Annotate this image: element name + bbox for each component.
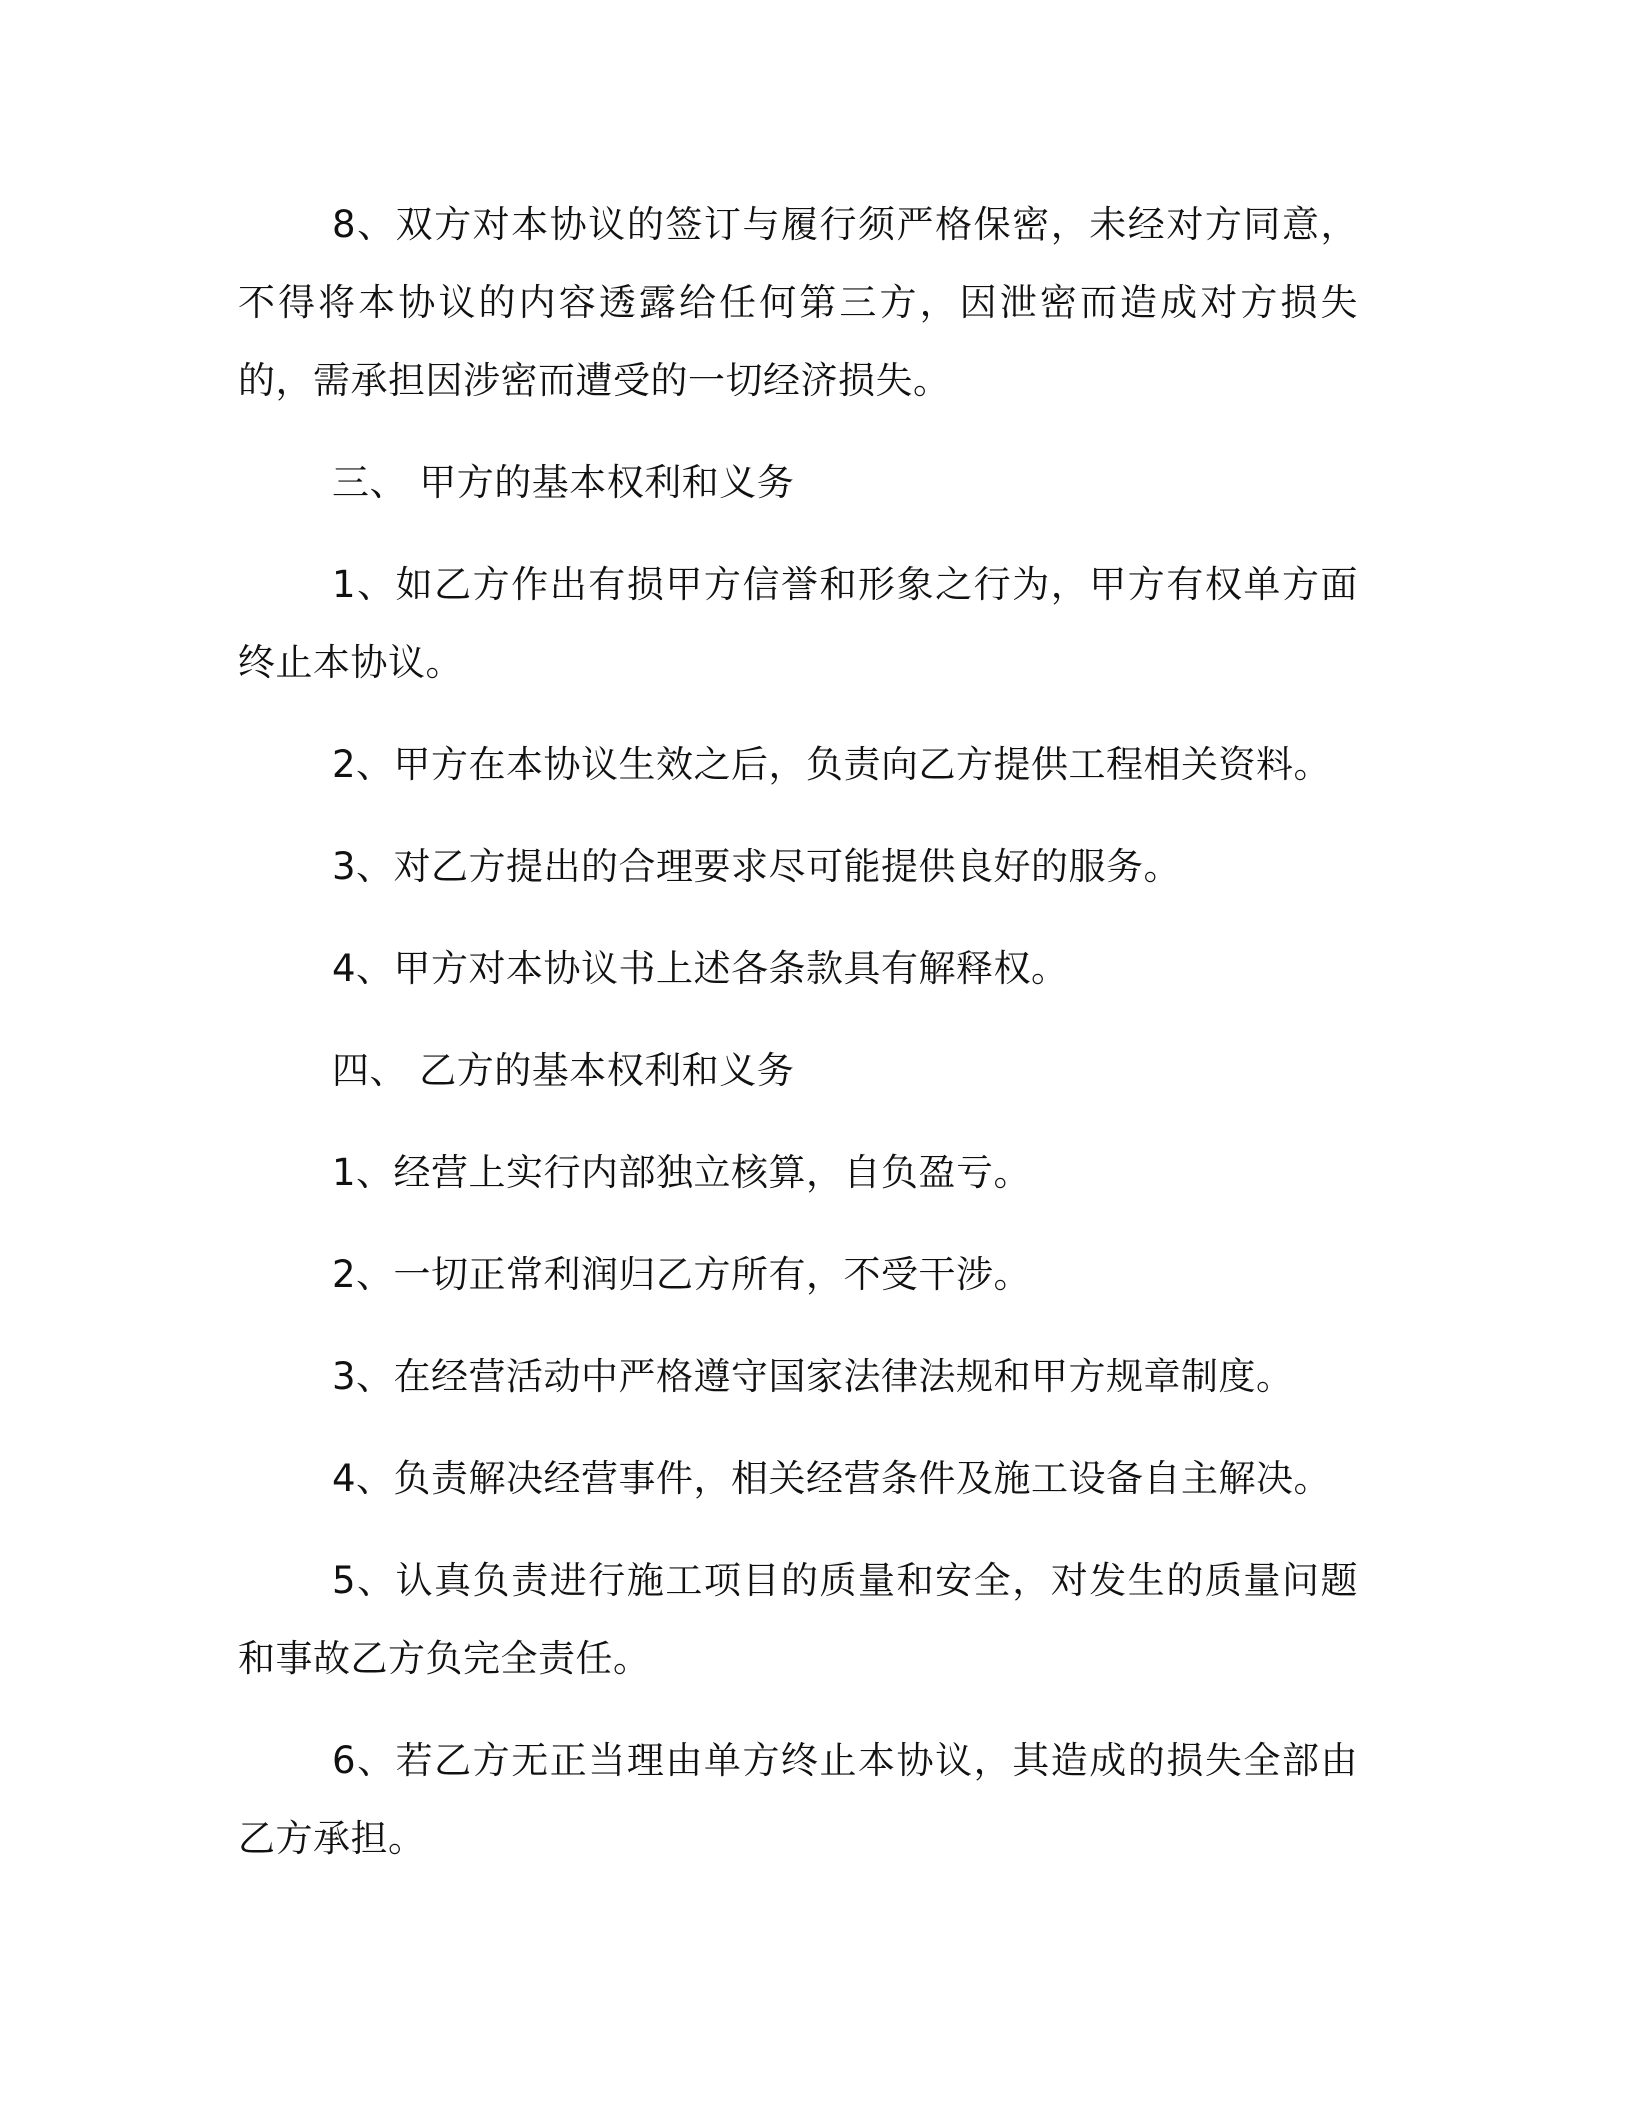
clause-8-confidentiality: 8、双方对本协议的签订与履行须严格保密，未经对方同意，不得将本协议的内容透露给任何第三方，因泄密而造成对方损失的，需承担因涉密而遭受的一切经济损失。	[238, 203, 1358, 402]
section-4-clause-3: 3、在经营活动中严格遵守国家法律法规和甲方规章制度。	[332, 1355, 1294, 1398]
section-4-heading: 四、 乙方的基本权利和义务	[332, 1049, 795, 1092]
section-3-heading: 三、 甲方的基本权利和义务	[332, 461, 795, 504]
section-4-clause-2: 2、一切正常利润归乙方所有，不受干涉。	[332, 1253, 1032, 1296]
section-4-clause-5: 5、认真负责进行施工项目的质量和安全，对发生的质量问题和事故乙方负完全责任。	[238, 1559, 1358, 1680]
section-3-clause-4: 4、甲方对本协议书上述各条款具有解释权。	[332, 947, 1069, 990]
section-3-clause-1: 1、如乙方作出有损甲方信誉和形象之行为，甲方有权单方面终止本协议。	[238, 563, 1358, 684]
section-4-clause-1: 1、经营上实行内部独立核算，自负盈亏。	[332, 1151, 1032, 1194]
section-4-clause-4: 4、负责解决经营事件，相关经营条件及施工设备自主解决。	[332, 1457, 1332, 1500]
document-body	[238, 186, 1358, 1902]
section-3-clause-3: 3、对乙方提出的合理要求尽可能提供良好的服务。	[332, 845, 1182, 888]
section-3-clause-2: 2、甲方在本协议生效之后，负责向乙方提供工程相关资料。	[332, 743, 1332, 786]
section-4-clause-6: 6、若乙方无正当理由单方终止本协议，其造成的损失全部由乙方承担。	[238, 1739, 1358, 1860]
